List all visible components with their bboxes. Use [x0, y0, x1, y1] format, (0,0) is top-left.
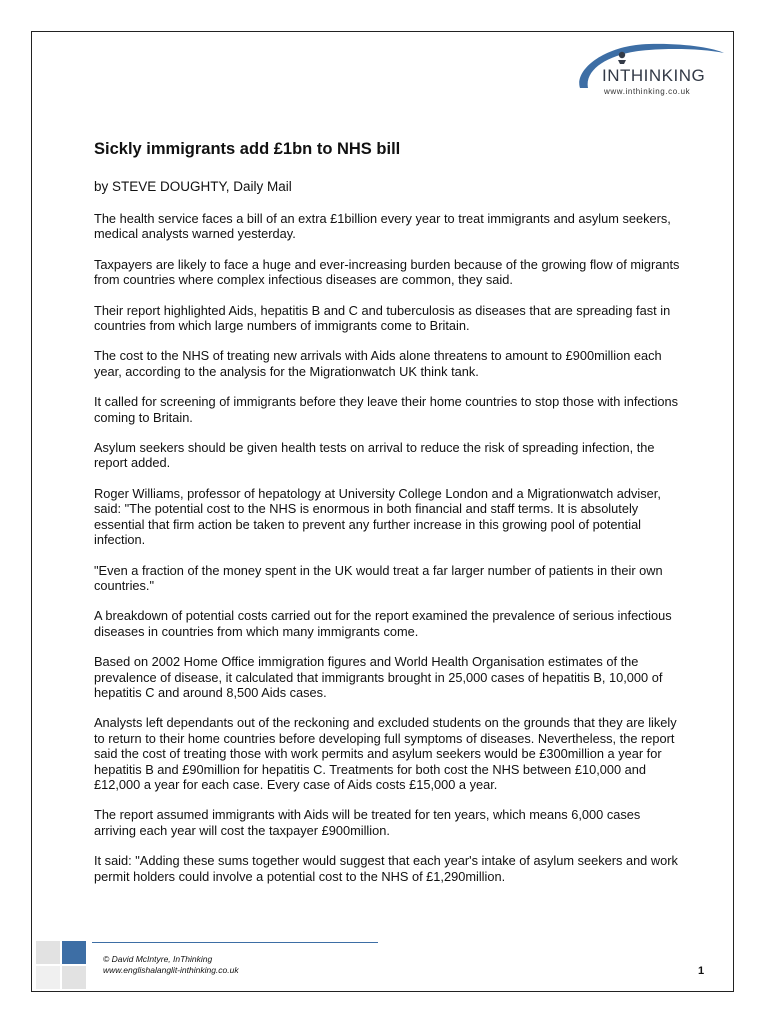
- footer-credit: [103, 954, 239, 976]
- inthinking-logo: [574, 40, 726, 102]
- footer-square: [36, 966, 60, 989]
- article-paragraph: It said: "Adding these sums together would suggest that each year's intake of asylum seekers and work permit holders could involve a potential cost to the NHS of £1,290million.: [94, 853, 678, 884]
- article-paragraph: A breakdown of potential costs carried out for the report examined the prevalence of serious infectious diseases in countries from which many immigrants come.: [94, 608, 672, 639]
- article-byline: by STEVE DOUGHTY, Daily Mail: [94, 179, 292, 194]
- logo-url: www.inthinking.co.uk: [604, 87, 691, 96]
- logo-wordmark: INTHINKING: [602, 66, 706, 85]
- article-paragraph: It called for screening of immigrants before they leave their home countries to stop those with infections coming to Britain.: [94, 394, 678, 425]
- page-number: 1: [698, 965, 705, 977]
- article-paragraph: "Even a fraction of the money spent in the UK would treat a far larger number of patients in their own countries.": [94, 562, 663, 593]
- footer-rule: [92, 942, 378, 943]
- footer-square: [36, 941, 60, 964]
- article-paragraph: Asylum seekers should be given health tests on arrival to reduce the risk of spreading infection, the report added.: [94, 440, 655, 471]
- article-paragraph: The cost to the NHS of treating new arrivals with Aids alone threatens to amount to £900million each year, according to the analysis for the Migrationwatch UK think tank.: [94, 348, 662, 379]
- article-paragraph: Taxpayers are likely to face a huge and ever-increasing burden because of the growing flow of migrants from countries where complex infectious diseases are common, they said.: [94, 256, 680, 288]
- article-headline: Sickly immigrants add £1bn to NHS bill: [94, 140, 401, 158]
- footer-website: www.englishalanglit-inthinking.co.uk: [103, 965, 239, 975]
- article-paragraph: Their report highlighted Aids, hepatitis B and C and tuberculosis as diseases that are spreading fast in countries from which large numbers of immigrants come to Britain.: [94, 302, 671, 334]
- footer-decoration: [36, 941, 86, 989]
- article-paragraph: Analysts left dependants out of the reckoning and excluded students on the grounds that they are likely to return to their home countries before developing full symptoms of diseases. Nevertheless, the report said the cost of treating those with work permits and asylum seekers would be £300million a year for hepatitis B and £90million for hepatitis C. Treatments for both cost the NHS between £10,000 and £12,000 a year for each case. Every case of Aids costs £15,000 a year.: [94, 715, 677, 792]
- article-body: [94, 211, 684, 899]
- footer-square-accent: [62, 941, 86, 964]
- footer-square: [62, 966, 86, 989]
- article-paragraph: The health service faces a bill of an extra £1billion every year to treat immigrants and asylum seekers, medical analysts warned yesterday.: [94, 211, 671, 242]
- article-paragraph: The report assumed immigrants with Aids will be treated for ten years, which means 6,000 cases arriving each year will cost the taxpayer £900million.: [94, 807, 641, 838]
- footer-copyright: © David McIntyre, InThinking: [103, 954, 213, 964]
- article-paragraph: Roger Williams, professor of hepatology at University College London and a Migrationwatch adviser, said: "The potential cost to the NHS is enormous in both financial and staff terms. It is absolutely essential that firm action be taken to prevent any further increase in this growing pool of potential infection.: [94, 485, 661, 548]
- article-paragraph: Based on 2002 Home Office immigration figures and World Health Organisation estimates of the prevalence of disease, it calculated that immigrants brought in 25,000 cases of hepatitis B, 10,000 of hepatitis C and around 8,500 Aids cases.: [94, 654, 663, 700]
